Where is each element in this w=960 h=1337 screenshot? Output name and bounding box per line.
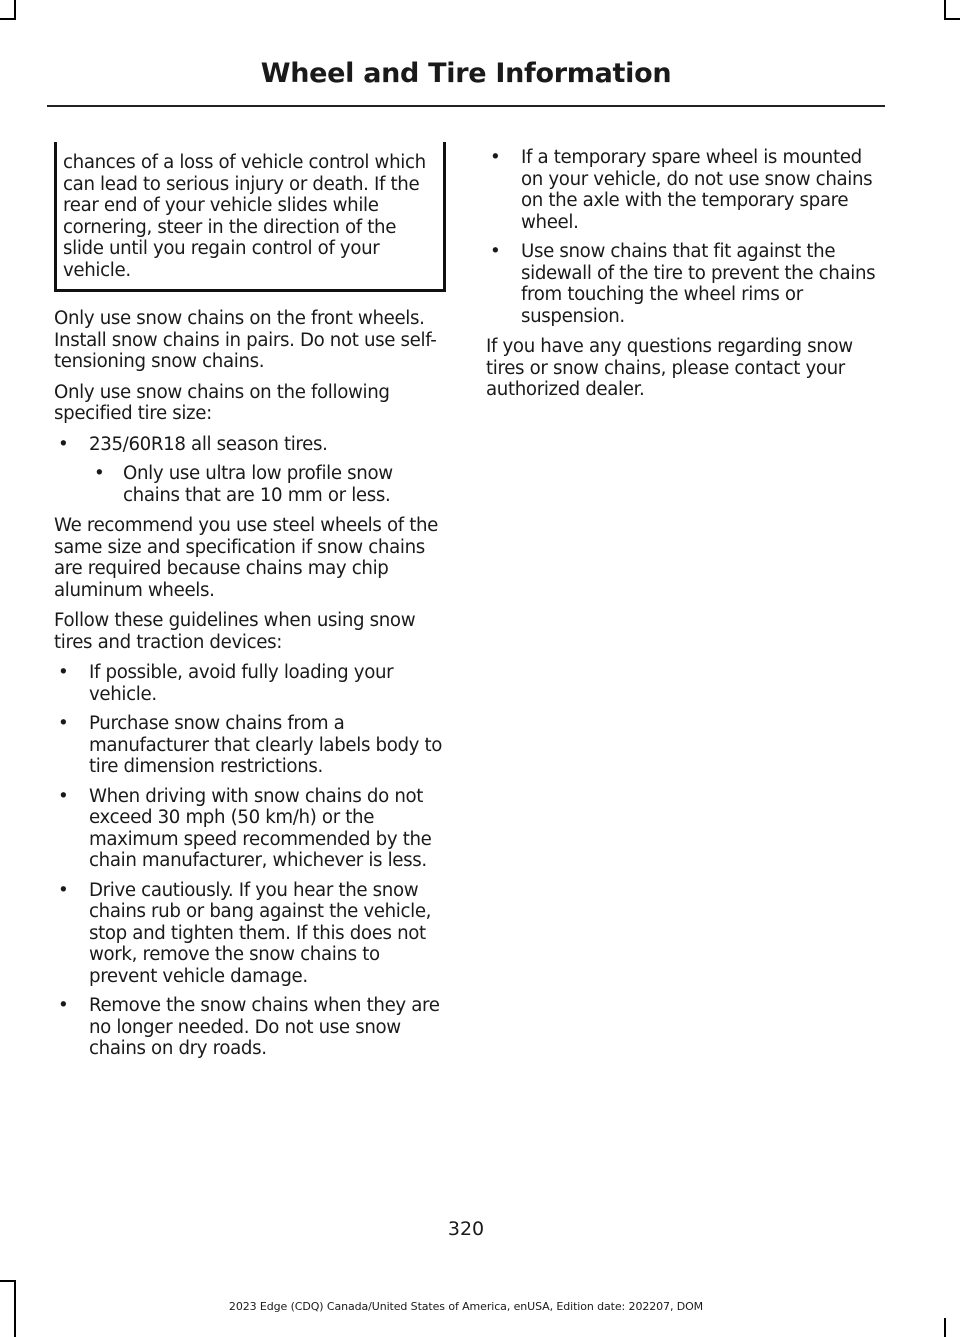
left-column xyxy=(54,147,446,1069)
header-rule xyxy=(47,105,885,107)
paragraph-steel-wheels: We recommend you use steel wheels of the same size and specification if snow chains are required because chains may chip aluminum wheels. xyxy=(54,515,439,601)
page-title: Wheel and Tire Information xyxy=(260,58,672,89)
crop-mark xyxy=(14,0,16,18)
list-item: • Only use ultra low profile snow chains that are 10 mm or less. xyxy=(89,463,446,506)
tire-size-item: 235/60R18 all season tires. xyxy=(89,433,328,455)
list-item: • Purchase snow chains from a manufacturer that clearly labels body to tire dimension restrictions. xyxy=(54,713,446,778)
watermark-logo xyxy=(762,1299,954,1335)
guidelines-list xyxy=(54,662,446,1060)
paragraph-contact-dealer: If you have any questions regarding snow tires or snow chains, please contact your authorized dealer. xyxy=(486,336,853,400)
crop-mark xyxy=(944,0,946,18)
tire-size-sublist xyxy=(89,463,446,506)
crop-mark xyxy=(0,1280,16,1282)
list-item: • If possible, avoid fully loading your vehicle. xyxy=(54,662,446,705)
crop-mark xyxy=(944,18,960,20)
list-item: • If a temporary spare wheel is mounted on your vehicle, do not use snow chains on the axle with the temporary spare wheel. xyxy=(486,147,878,233)
list-item xyxy=(54,434,446,507)
paragraph-front-wheels: Only use snow chains on the front wheels. Install snow chains in pairs. Do not use self-tensioning snow chains. xyxy=(54,308,437,372)
list-item: • Use snow chains that fit against the sidewall of the tire to prevent the chains from touching the wheel rims or suspension. xyxy=(486,241,878,327)
warning-box xyxy=(54,142,446,292)
crop-mark xyxy=(0,18,16,20)
page-number: 320 xyxy=(447,1218,485,1240)
list-item: • Remove the snow chains when they are no longer needed. Do not use snow chains on dry roads. xyxy=(54,995,446,1060)
right-bullets xyxy=(486,147,878,327)
list-item: • Drive cautiously. If you hear the snow chains rub or bang against the vehicle, stop and tighten them. If this does not work, remove the snow chains to prevent vehicle damage. xyxy=(54,880,446,988)
tire-size-list xyxy=(54,434,446,507)
list-item: • When driving with snow chains do not exceed 30 mph (50 km/h) or the maximum speed recommended by the chain manufacturer, whichever is less. xyxy=(54,786,446,872)
paragraph-tire-size: Only use snow chains on the following specified tire size: xyxy=(54,381,390,424)
paragraph-guidelines-intro: Follow these guidelines when using snow tires and traction devices: xyxy=(54,610,416,653)
warning-text: chances of a loss of vehicle control which can lead to serious injury or death. If the rear end of your vehicle slides while cornering, steer in the direction of the slide until you regain control of your vehicle. xyxy=(63,152,426,281)
right-column xyxy=(486,147,878,410)
edition-footer: 2023 Edge (CDQ) Canada/United States of America, enUSA, Edition date: 202207, DOM xyxy=(228,1300,704,1313)
